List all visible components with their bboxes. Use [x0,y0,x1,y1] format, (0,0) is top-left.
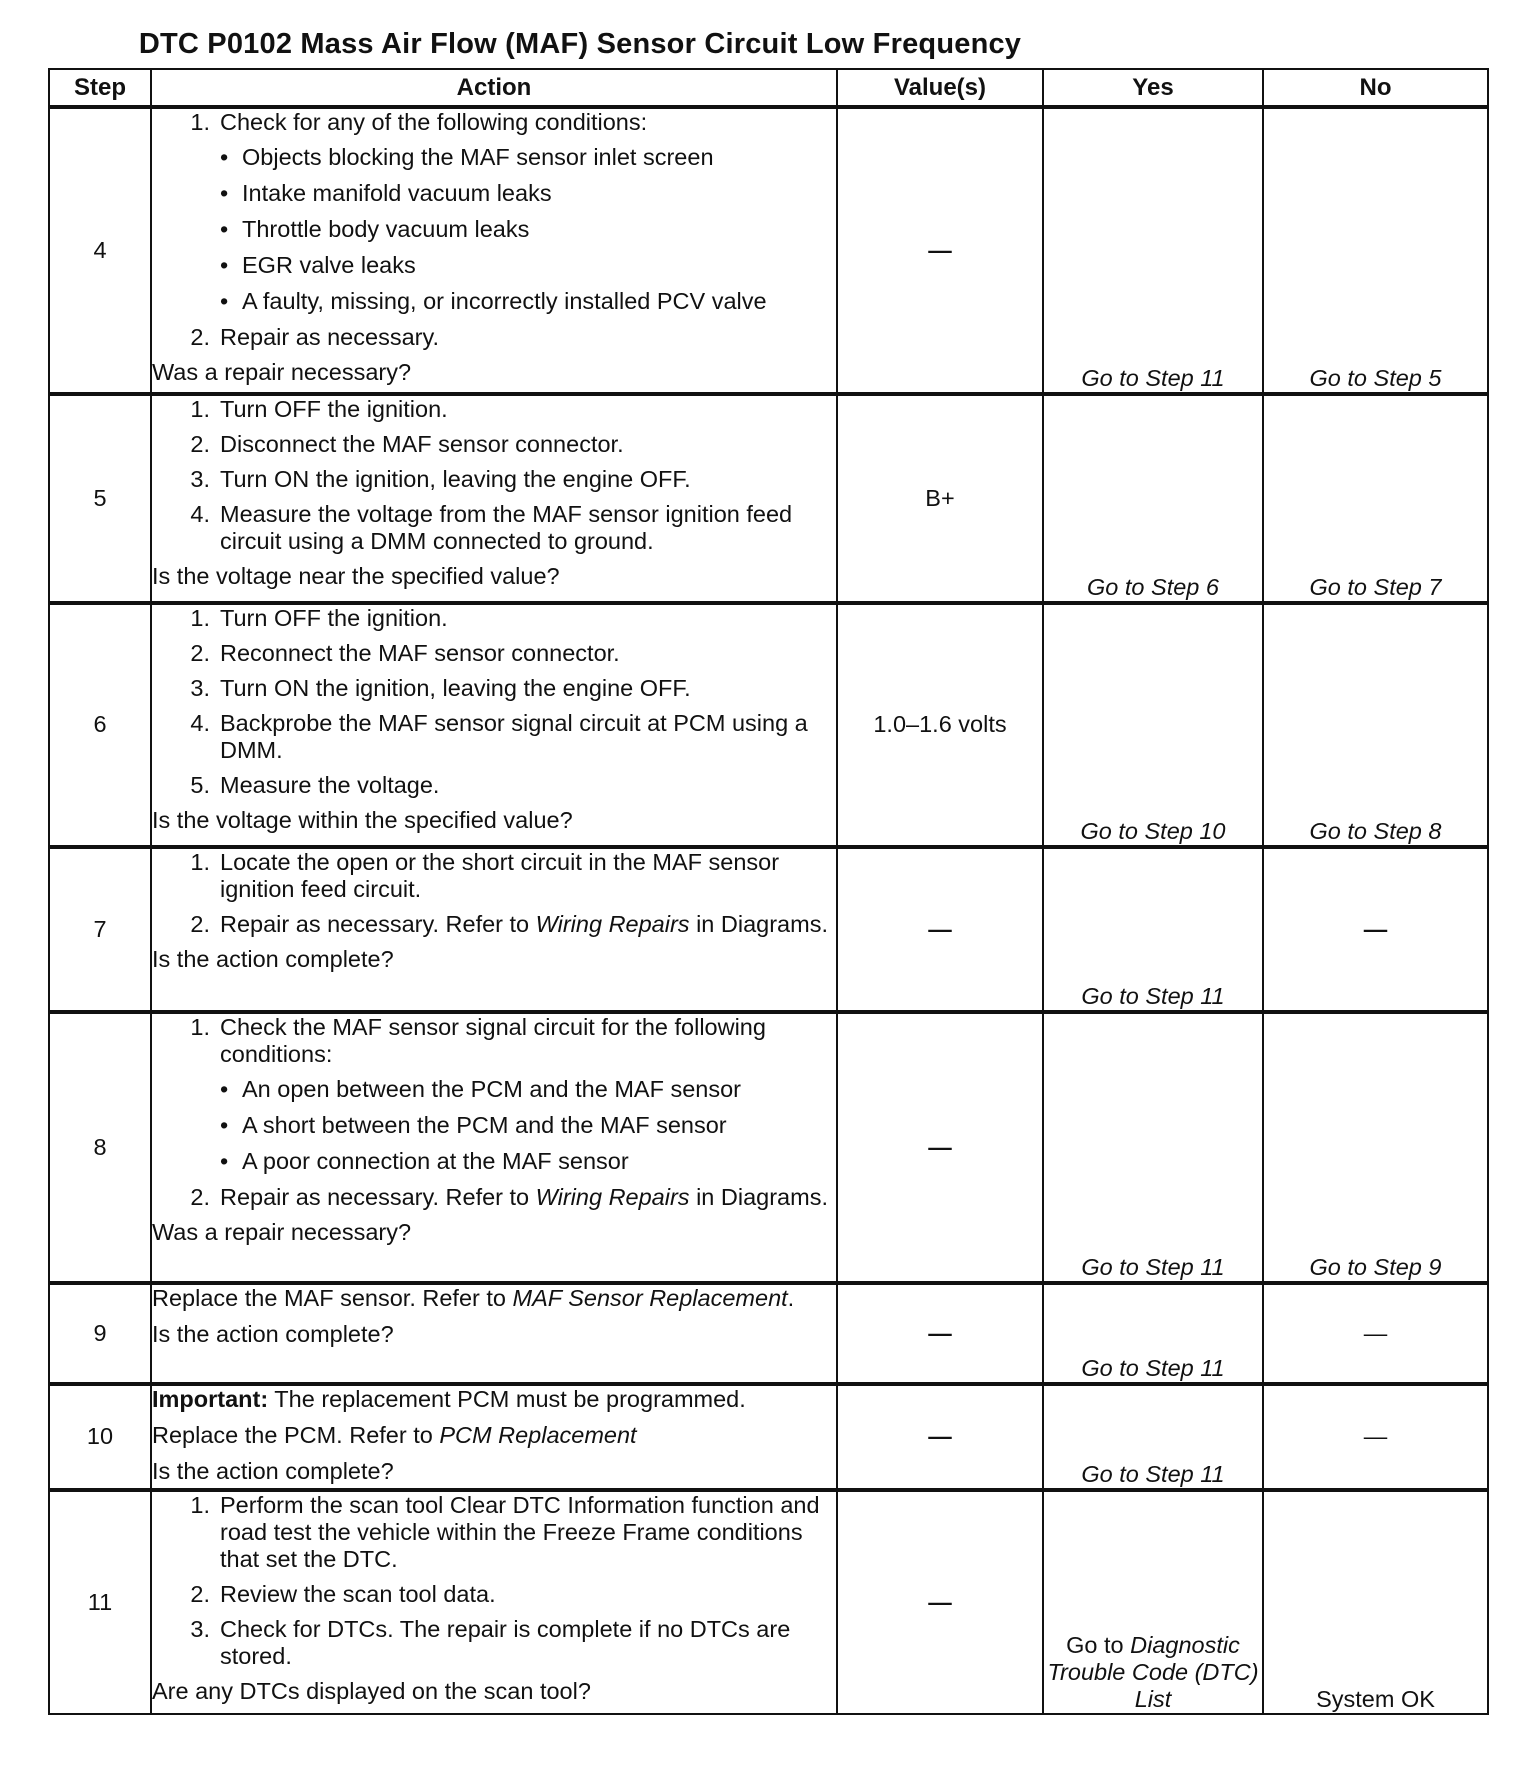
action-cell [151,847,837,1012]
table-row-step-5 [49,394,1488,603]
action-cell [151,603,837,847]
step-number: 5 [49,394,151,603]
value-cell: — [837,107,1043,394]
yes-cell: Go to Step 11 [1043,1012,1263,1283]
condition-bullet: • Throttle body vacuum leaks [220,216,530,243]
action-item: 3. Check for DTCs. The repair is complete if no DTCs are stored. [190,1616,791,1670]
no-cell: Go to Step 9 [1263,1012,1488,1283]
action-item: 2. Disconnect the MAF sensor connector. [190,431,624,458]
action-cell [151,1490,837,1714]
condition-bullet: • EGR valve leaks [220,252,416,279]
condition-bullet: • An open between the PCM and the MAF sensor [220,1076,742,1103]
header-values: Value(s) [837,69,1043,107]
table-row-step-6 [49,603,1488,847]
action-question: Are any DTCs displayed on the scan tool? [152,1678,591,1705]
header-no: No [1263,69,1488,107]
header-yes: Yes [1043,69,1263,107]
step-number: 6 [49,603,151,847]
table-row-step-11 [49,1490,1488,1714]
table-row-step-4 [49,107,1488,394]
action-item: 2. Review the scan tool data. [190,1581,496,1608]
yes-cell: Go to Diagnostic Trouble Code (DTC) List [1043,1490,1263,1714]
action-item: 1. Check for any of the following conditions: [190,109,648,135]
yes-cell: Go to Step 11 [1043,847,1263,1012]
action-question: Was a repair necessary? [152,1219,412,1246]
step-number: 10 [49,1384,151,1490]
no-cell: — [1263,1283,1488,1384]
action-text: Replace the MAF sensor. Refer to MAF Sensor Replacement. [152,1285,795,1311]
table-row-step-9 [49,1283,1488,1384]
page-title: DTC P0102 Mass Air Flow (MAF) Sensor Circuit Low Frequency [138,28,1022,60]
action-item: 1. Check the MAF sensor signal circuit for the following conditions: [190,1014,766,1068]
value-cell: — [837,1283,1043,1384]
action-text: Replace the PCM. Refer to PCM Replacement [152,1422,637,1449]
maf-sensor-replacement-reference: MAF Sensor Replacement [512,1285,788,1311]
no-cell: — [1263,1384,1488,1490]
condition-bullet: • Objects blocking the MAF sensor inlet screen [220,144,714,171]
action-cell [151,1283,837,1384]
action-question: Is the action complete? [152,946,394,973]
step-number: 9 [49,1283,151,1384]
yes-cell: Go to Step 10 [1043,603,1263,847]
header-action: Action [151,69,837,107]
action-item: 2. Repair as necessary. [190,324,439,351]
dtc-list-reference: Diagnostic Trouble Code (DTC) List [1047,1631,1259,1712]
step-number: 11 [49,1490,151,1714]
yes-cell: Go to Step 11 [1043,1384,1263,1490]
action-cell [151,1384,837,1490]
step-number: 7 [49,847,151,1012]
no-cell: Go to Step 5 [1263,107,1488,394]
action-item: 2. Repair as necessary. Refer to Wiring Repairs in Diagrams. [190,911,828,938]
value-cell: — [837,847,1043,1012]
wiring-repairs-reference: Wiring Repairs [535,911,690,938]
action-question: Was a repair necessary? [152,359,412,386]
action-item: 4. Measure the voltage from the MAF sensor ignition feed circuit using a DMM connected to ground. [190,501,793,555]
yes-cell: Go to Step 11 [1043,107,1263,394]
action-question: Is the voltage near the specified value? [152,563,560,590]
action-item: 1. Turn OFF the ignition. [190,396,448,422]
header-step: Step [49,69,151,107]
table-row-step-7 [49,847,1488,1012]
action-item: 3. Turn ON the ignition, leaving the engine OFF. [190,675,691,702]
action-question: Is the action complete? [152,1458,394,1485]
value-cell: B+ [837,394,1043,603]
action-item: 1. Perform the scan tool Clear DTC Information function and road test the vehicle within the Freeze Frame conditions that set the DTC. [190,1492,820,1573]
table-header-row [49,69,1488,107]
action-question: Is the voltage within the specified value? [152,807,573,834]
yes-cell: Go to Step 11 [1043,1283,1263,1384]
condition-bullet: • A short between the PCM and the MAF sensor [220,1112,727,1139]
action-item: 1. Locate the open or the short circuit in the MAF sensor ignition feed circuit. [190,849,780,903]
no-cell: — [1263,847,1488,1012]
diagnostic-table [48,68,1489,1715]
action-item: 2. Repair as necessary. Refer to Wiring Repairs in Diagrams. [190,1184,828,1211]
pcm-replacement-reference: PCM Replacement [439,1422,637,1449]
condition-bullet: • A poor connection at the MAF sensor [220,1148,629,1175]
condition-bullet: • A faulty, missing, or incorrectly installed PCV valve [220,288,767,315]
action-item: 5. Measure the voltage. [190,772,440,799]
value-cell: 1.0–1.6 volts [837,603,1043,847]
table-row-step-8 [49,1012,1488,1283]
yes-cell: Go to Step 6 [1043,394,1263,603]
important-note: Important: The replacement PCM must be programmed. [152,1386,746,1412]
no-cell: Go to Step 7 [1263,394,1488,603]
no-cell: Go to Step 8 [1263,603,1488,847]
value-cell: — [837,1384,1043,1490]
action-item: 3. Turn ON the ignition, leaving the engine OFF. [190,466,691,493]
no-cell: System OK [1263,1490,1488,1714]
action-cell [151,394,837,603]
action-cell [151,107,837,394]
wiring-repairs-reference: Wiring Repairs [535,1184,690,1211]
action-cell [151,1012,837,1283]
table-row-step-10 [49,1384,1488,1490]
value-cell: — [837,1012,1043,1283]
step-number: 4 [49,107,151,394]
action-item: 4. Backprobe the MAF sensor signal circuit at PCM using a DMM. [190,710,808,764]
action-item: 1. Turn OFF the ignition. [190,605,448,631]
condition-bullet: • Intake manifold vacuum leaks [220,180,552,207]
action-question: Is the action complete? [152,1321,394,1348]
value-cell: — [837,1490,1043,1714]
action-item: 2. Reconnect the MAF sensor connector. [190,640,620,667]
step-number: 8 [49,1012,151,1283]
